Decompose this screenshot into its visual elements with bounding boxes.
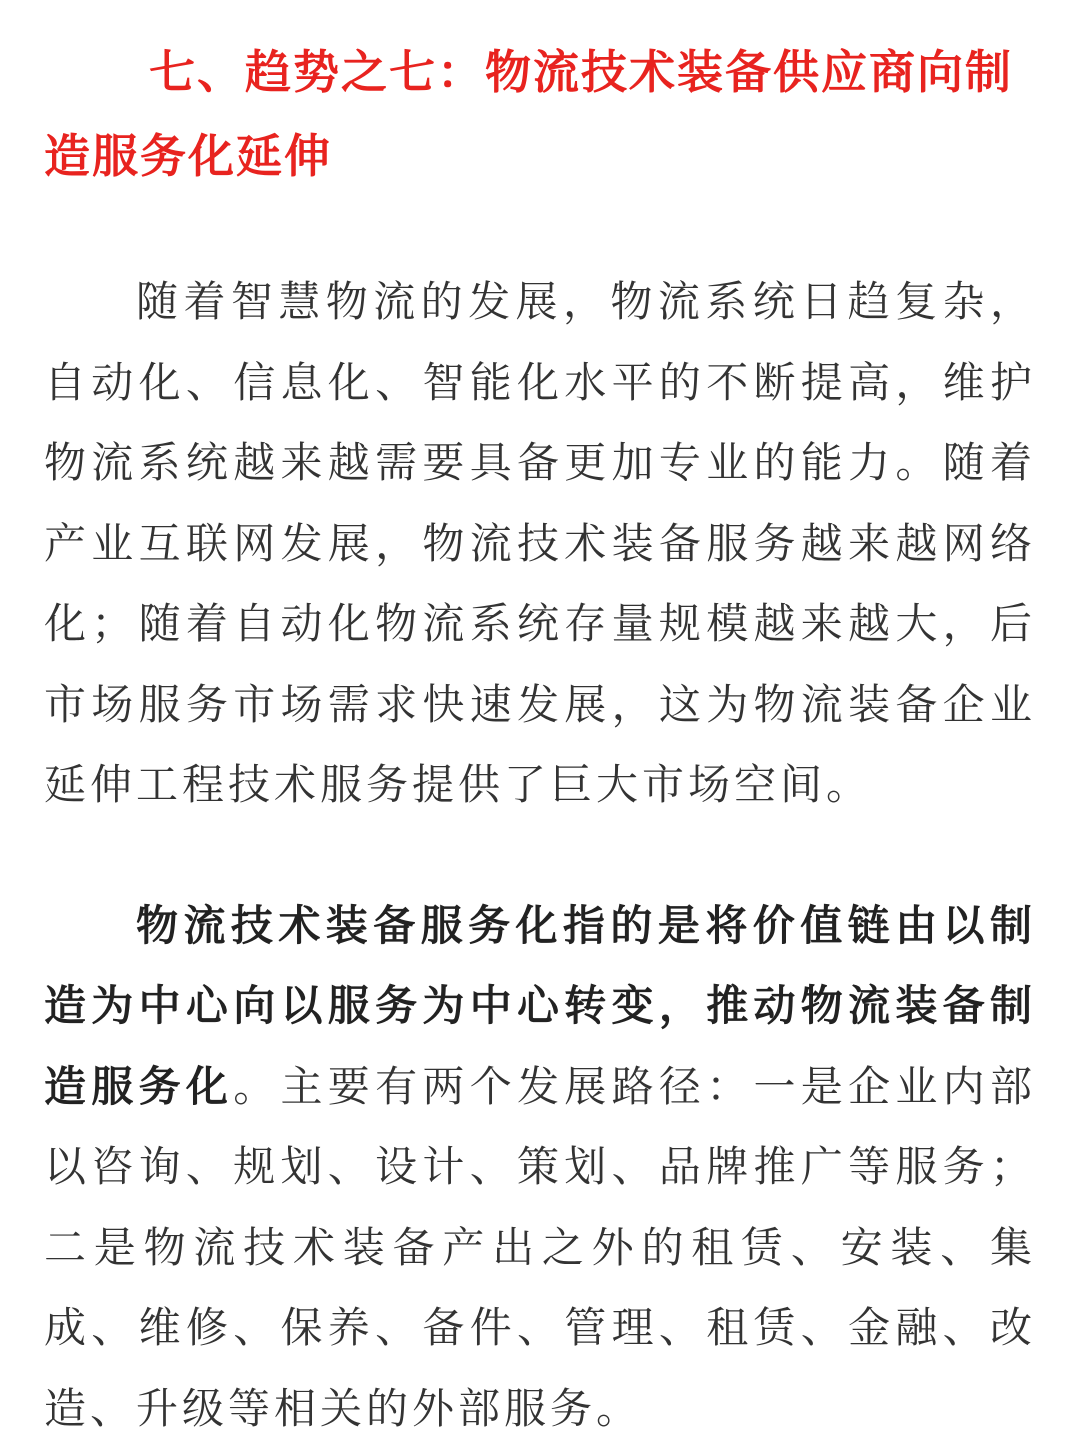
paragraph-definition-rest: 。主要有两个发展路径：一是企业内部以咨询、规划、设计、策划、品牌推广等服务；二是物流技术装备产出之外的租赁、安装、集成、维修、保养、备件、管理、租赁、金融、改造、升级等相关的外部服务。 bbox=[44, 1062, 1036, 1433]
paragraph-definition bbox=[44, 886, 1036, 1449]
paragraph-definition-bold: 物流技术装备服务化指的是将价值链由以制造为中心向以服务为中心转变，推动物流装备制造服务化 bbox=[44, 901, 1036, 1111]
section-heading: 七、趋势之七：物流技术装备供应商向制造服务化延伸 bbox=[44, 30, 1036, 198]
paragraph-background: 随着智慧物流的发展，物流系统日趋复杂，自动化、信息化、智能化水平的不断提高，维护物流系统越来越需要具备更加专业的能力。随着产业互联网发展，物流技术装备服务越来越网络化；随着自动化物流系统存量规模越来越大，后市场服务市场需求快速发展，这为物流装备企业延伸工程技术服务提供了巨大市场空间。 bbox=[44, 262, 1036, 826]
